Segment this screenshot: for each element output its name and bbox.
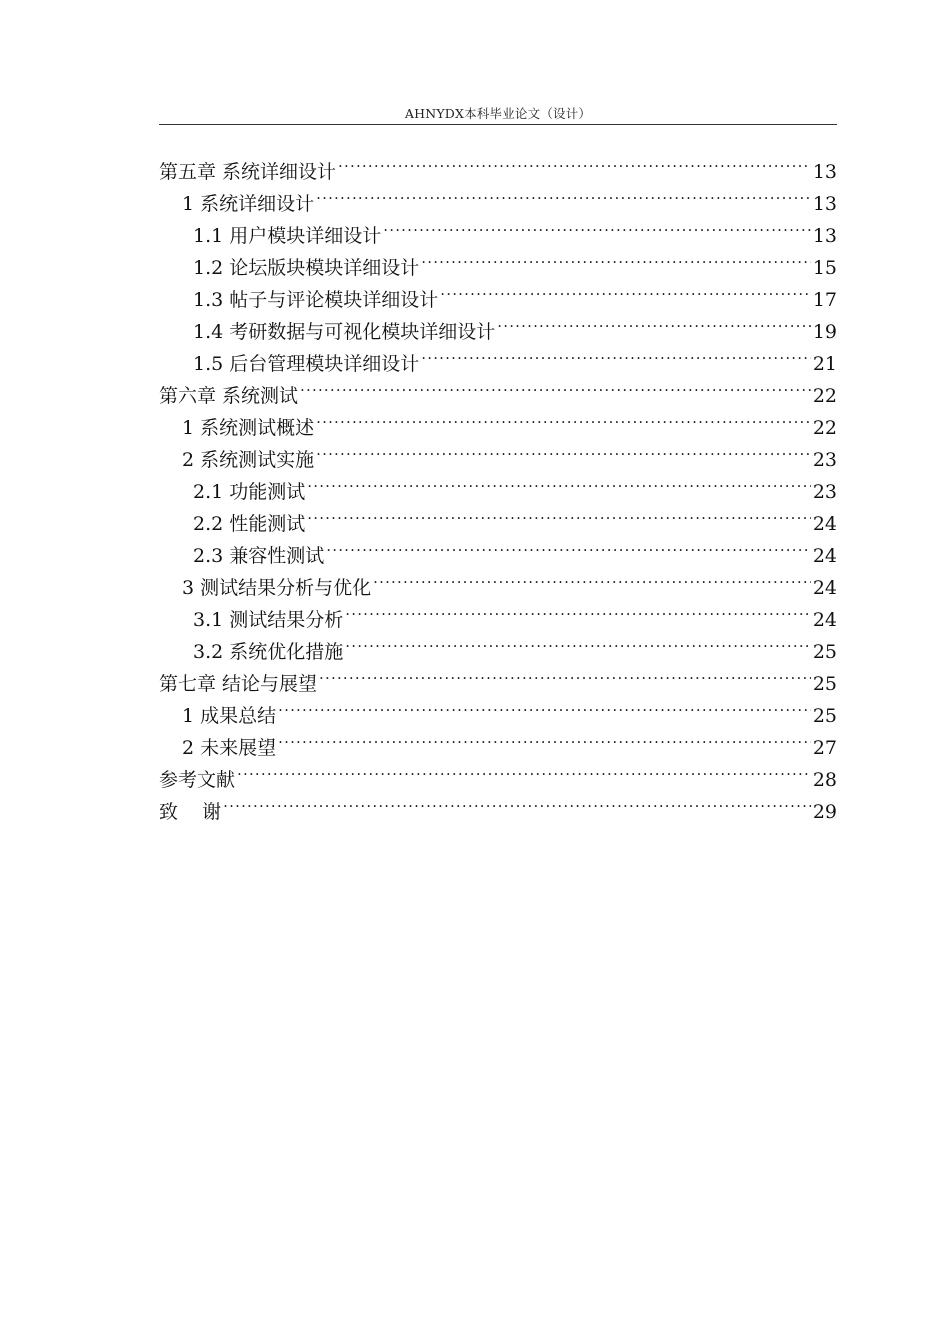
toc-entry-page: 24 bbox=[812, 545, 837, 567]
toc-entry-page: 25 bbox=[812, 641, 837, 663]
toc-entry-page: 23 bbox=[812, 449, 837, 471]
toc-entry-label: 2.2 性能测试 bbox=[193, 513, 306, 535]
toc-dot-leader bbox=[316, 434, 811, 466]
toc-entry-label: 2.1 功能测试 bbox=[193, 481, 306, 503]
toc-entry-label: 3 测试结果分析与优化 bbox=[182, 577, 372, 599]
toc-dot-leader bbox=[223, 786, 811, 818]
toc-dot-leader bbox=[278, 690, 811, 722]
toc-dot-leader bbox=[383, 210, 811, 242]
toc-dot-leader bbox=[319, 658, 811, 690]
toc-entry-label: 2 未来展望 bbox=[182, 737, 277, 759]
toc-dot-leader bbox=[421, 338, 811, 370]
toc-entry-label: 1 系统详细设计 bbox=[182, 193, 315, 215]
toc-entry-label: 1 成果总结 bbox=[182, 705, 277, 727]
toc-entry-page: 13 bbox=[812, 225, 837, 247]
toc-entry-page: 25 bbox=[812, 673, 837, 695]
toc-entry-label: 第五章 系统详细设计 bbox=[159, 161, 337, 183]
toc-entry-label: 参考文献 bbox=[159, 769, 236, 791]
toc-dot-leader bbox=[316, 402, 811, 434]
toc-entry-label: 1 系统测试概述 bbox=[182, 417, 315, 439]
toc-dot-leader bbox=[300, 370, 811, 402]
toc-entry-label: 3.1 测试结果分析 bbox=[193, 609, 344, 631]
toc-entry-page: 29 bbox=[812, 801, 837, 823]
toc-entry-page: 22 bbox=[812, 385, 837, 407]
toc-entry-page: 15 bbox=[812, 257, 837, 279]
toc-entry-label: 1.3 帖子与评论模块详细设计 bbox=[193, 289, 439, 311]
toc-dot-leader bbox=[440, 274, 811, 306]
toc-dot-leader bbox=[345, 626, 811, 658]
toc-entry bbox=[159, 786, 837, 823]
toc-entry-label: 3.2 系统优化措施 bbox=[193, 641, 344, 663]
toc-dot-leader bbox=[307, 498, 811, 530]
toc-dot-leader bbox=[345, 594, 811, 626]
running-header: AHNYDX本科毕业论文（设计） bbox=[404, 106, 592, 121]
toc-dot-leader bbox=[237, 754, 811, 786]
toc-entry-page: 13 bbox=[812, 193, 837, 215]
toc-dot-leader bbox=[316, 178, 811, 210]
toc-dot-leader bbox=[326, 530, 811, 562]
toc-entry-page: 23 bbox=[812, 481, 837, 503]
toc-dot-leader bbox=[373, 562, 811, 594]
toc-entry-label: 2.3 兼容性测试 bbox=[193, 545, 325, 567]
toc-entry-label: 第六章 系统测试 bbox=[159, 385, 299, 407]
table-of-contents bbox=[159, 146, 837, 823]
toc-entry-page: 25 bbox=[812, 705, 837, 727]
toc-entry bbox=[159, 146, 837, 183]
toc-entry-page: 13 bbox=[812, 161, 837, 183]
toc-entry-label: 致 谢 bbox=[159, 801, 222, 823]
toc-entry-label: 1.4 考研数据与可视化模块详细设计 bbox=[193, 321, 496, 343]
toc-entry-page: 19 bbox=[812, 321, 837, 343]
toc-entry-page: 27 bbox=[812, 737, 837, 759]
toc-entry-label: 1.5 后台管理模块详细设计 bbox=[193, 353, 420, 375]
header-rule bbox=[159, 124, 837, 125]
toc-entry-label: 2 系统测试实施 bbox=[182, 449, 315, 471]
toc-entry-page: 17 bbox=[812, 289, 837, 311]
toc-entry-page: 21 bbox=[812, 353, 837, 375]
toc-entry-label: 1.1 用户模块详细设计 bbox=[193, 225, 382, 247]
toc-dot-leader bbox=[338, 146, 811, 178]
toc-dot-leader bbox=[421, 242, 811, 274]
toc-entry-page: 24 bbox=[812, 609, 837, 631]
toc-entry-label: 1.2 论坛版块模块详细设计 bbox=[193, 257, 420, 279]
toc-dot-leader bbox=[278, 722, 811, 754]
toc-entry-page: 22 bbox=[812, 417, 837, 439]
toc-entry-page: 24 bbox=[812, 577, 837, 599]
toc-dot-leader bbox=[497, 306, 811, 338]
toc-entry-page: 24 bbox=[812, 513, 837, 535]
toc-entry-label: 第七章 结论与展望 bbox=[159, 673, 318, 695]
toc-entry-page: 28 bbox=[812, 769, 837, 791]
toc-entry bbox=[159, 754, 837, 791]
toc-dot-leader bbox=[307, 466, 811, 498]
